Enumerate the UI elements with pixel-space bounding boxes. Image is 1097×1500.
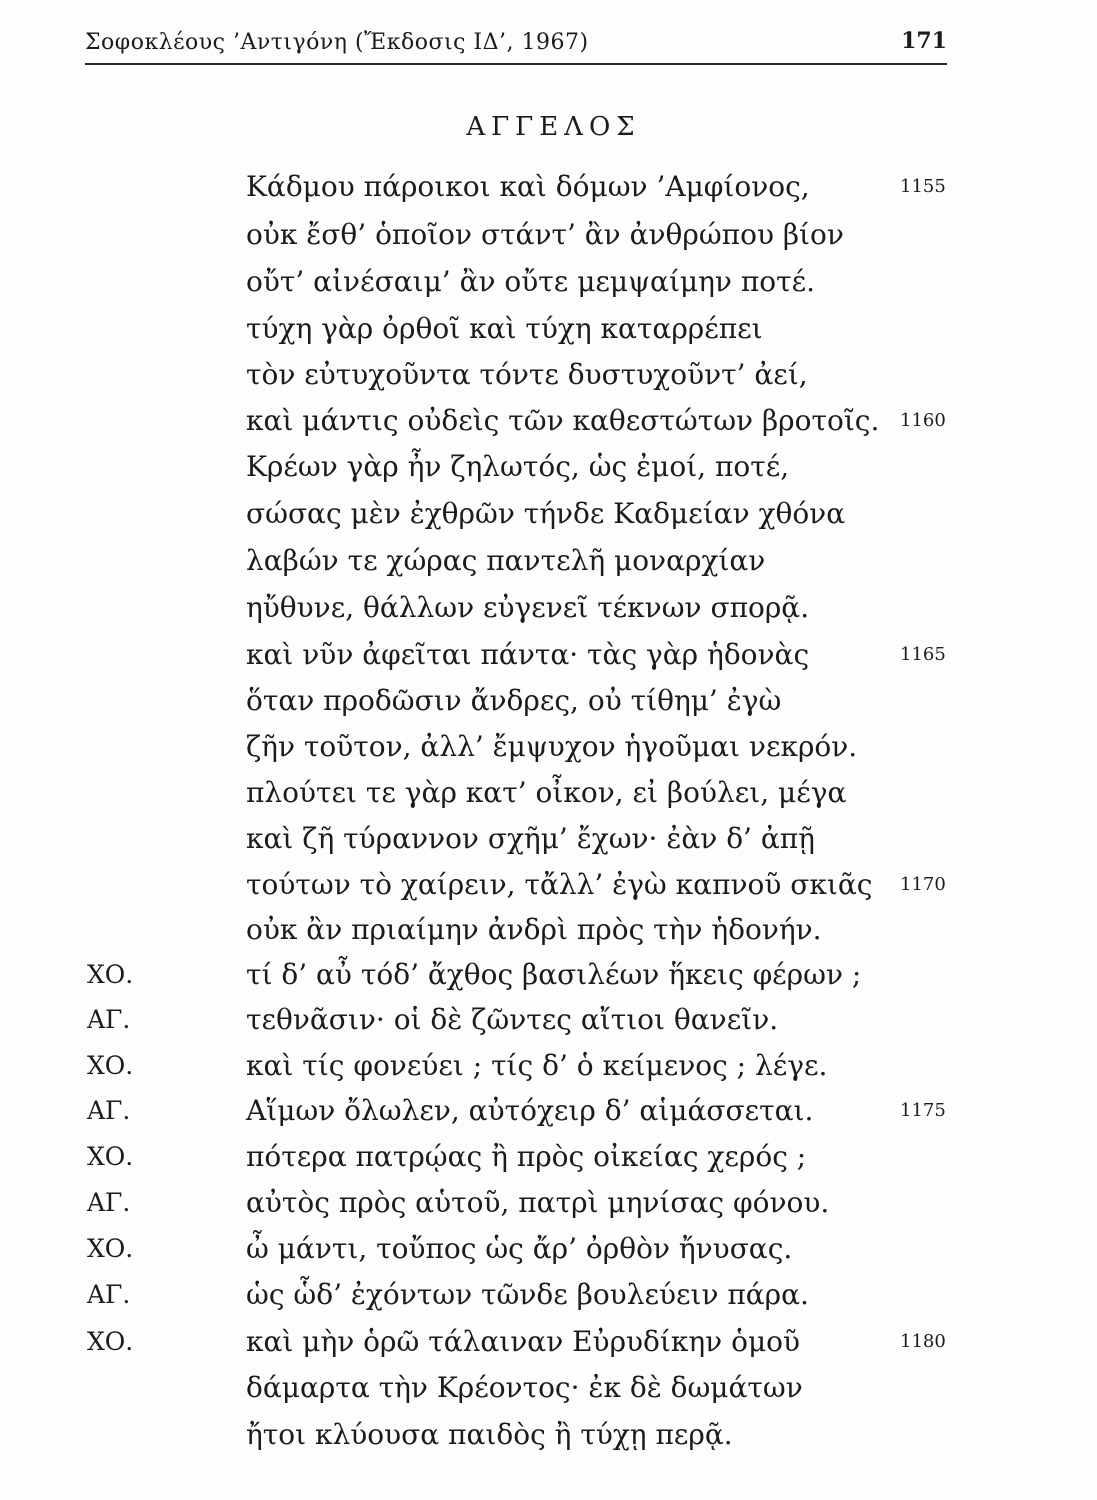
verse-text: ἤτοι κλύουσα παιδὸς ἢ τύχῃ περᾷ.	[246, 1418, 733, 1451]
verse-text: οὐκ ἂν πριαίμην ἀνδρὶ πρὸς τὴν ἡδονήν.	[246, 913, 822, 946]
verse-text: οὐκ ἔσθ’ ὁποῖον στάντ’ ἂν ἀνθρώπου βίον	[246, 218, 844, 251]
verse-line	[0, 497, 1097, 537]
verse-text: Κάδμου πάροικοι καὶ δόμων ’Αμφίονος,	[246, 170, 810, 203]
verse-line	[0, 312, 1097, 352]
verse-line	[0, 1003, 1097, 1043]
verse-line	[0, 265, 1097, 305]
speaker-heading: ΑΓΓΕΛΟΣ	[466, 112, 641, 142]
speaker-label: ΧΟ.	[87, 1327, 134, 1356]
running-title: Σοφοκλέους ’Αντιγόνη (Ἔκδοσις ΙΔ’, 1967)	[85, 30, 589, 55]
line-number: 1160	[900, 410, 946, 431]
speaker-label: ΧΟ.	[87, 960, 134, 989]
verse-line	[0, 1049, 1097, 1089]
verse-text: τί δ’ αὖ τόδ’ ἄχθος βασιλέων ἥκεις φέρων ;	[246, 958, 862, 991]
verse-text: ὅταν προδῶσιν ἄνδρες, οὐ τίθημ’ ἐγὼ	[246, 684, 782, 717]
speaker-label: ΧΟ.	[87, 1142, 134, 1171]
speaker-label: ΑΓ.	[87, 1005, 131, 1034]
line-number: 1155	[900, 176, 946, 197]
verse-line	[0, 544, 1097, 584]
verse-line	[0, 1371, 1097, 1411]
speaker-label: ΧΟ.	[87, 1234, 134, 1263]
speaker-label: ΑΓ.	[87, 1188, 131, 1217]
running-header	[85, 24, 947, 64]
verse-text: δάμαρτα τὴν Κρέοντος· ἐκ δὲ δωμάτων	[246, 1371, 803, 1404]
verse-text: καὶ τίς φονεύει ; τίς δ’ ὁ κείμενος ; λέγε.	[246, 1049, 828, 1082]
verse-text: λαβών τε χώρας παντελῆ μοναρχίαν	[246, 544, 766, 577]
verse-line	[0, 684, 1097, 724]
verse-text: τύχη γὰρ ὀρθοῖ καὶ τύχη καταρρέπει	[246, 312, 763, 345]
verse-text: ζῆν τοῦτον, ἀλλ’ ἔμψυχον ἡγοῦμαι νεκρόν.	[246, 730, 858, 763]
verse-line	[0, 170, 1097, 210]
verse-text: οὔτ’ αἰνέσαιμ’ ἂν οὔτε μεμψαίμην ποτέ.	[246, 265, 815, 298]
header-rule	[85, 63, 947, 65]
verse-line	[0, 404, 1097, 444]
verse-text: ηὔθυνε, θάλλων εὐγενεῖ τέκνων σπορᾷ.	[246, 591, 810, 624]
speaker-label: ΧΟ.	[87, 1051, 134, 1080]
verse-line	[0, 1278, 1097, 1318]
speaker-label: ΑΓ.	[87, 1280, 131, 1309]
verse-text: τούτων τὸ χαίρειν, τἄλλ’ ἐγὼ καπνοῦ σκιᾶς	[246, 868, 873, 901]
verse-text: καὶ μάντις οὐδεὶς τῶν καθεστώτων βροτοῖς.	[246, 404, 880, 437]
verse-line	[0, 1186, 1097, 1226]
verse-text: καὶ ζῆ τύραννον σχῆμ’ ἔχων· ἐὰν δ’ ἀπῇ	[246, 822, 815, 855]
verse-text: ὦ μάντι, τοὔπος ὡς ἄρ’ ὀρθὸν ἤνυσας.	[246, 1232, 793, 1265]
verse-line	[0, 730, 1097, 770]
verse-line	[0, 958, 1097, 998]
verse-text: καὶ μὴν ὁρῶ τάλαιναν Εὐρυδίκην ὁμοῦ	[246, 1325, 801, 1358]
verse-line	[0, 1232, 1097, 1272]
verse-text: πότερα πατρῴας ἢ πρὸς οἰκείας χερός ;	[246, 1140, 807, 1173]
page-number: 171	[901, 28, 947, 54]
verse-line	[0, 868, 1097, 908]
line-number: 1170	[900, 874, 946, 895]
verse-text: καὶ νῦν ἀφεῖται πάντα· τὰς γὰρ ἡδονὰς	[246, 638, 810, 671]
verse-line	[0, 591, 1097, 631]
verse-line	[0, 1140, 1097, 1180]
verse-line	[0, 913, 1097, 953]
line-number: 1175	[900, 1100, 946, 1121]
verse-text: τεθνᾶσιν· οἱ δὲ ζῶντες αἴτιοι θανεῖν.	[246, 1003, 779, 1036]
line-number: 1165	[900, 644, 946, 665]
verse-line	[0, 218, 1097, 258]
verse-line	[0, 822, 1097, 862]
verse-text: πλούτει τε γὰρ κατ’ οἶκον, εἰ βούλει, μέγα	[246, 776, 847, 809]
verse-text: σώσας μὲν ἐχθρῶν τήνδε Καδμείαν χθόνα	[246, 497, 846, 530]
speaker-label: ΑΓ.	[87, 1096, 131, 1125]
verse-line	[0, 358, 1097, 398]
verse-line	[0, 776, 1097, 816]
verse-line	[0, 638, 1097, 678]
verse-line	[0, 1094, 1097, 1134]
verse-line	[0, 450, 1097, 490]
verse-text: Κρέων γὰρ ἦν ζηλωτός, ὡς ἐμοί, ποτέ,	[246, 450, 790, 483]
verse-text: Αἵμων ὄλωλεν, αὐτόχειρ δ’ αἱμάσσεται.	[246, 1094, 814, 1127]
verse-text: τὸν εὐτυχοῦντα τόντε δυστυχοῦντ’ ἀεί,	[246, 358, 808, 391]
verse-line	[0, 1325, 1097, 1365]
verse-text: αὐτὸς πρὸς αὑτοῦ, πατρὶ μηνίσας φόνου.	[246, 1186, 830, 1219]
verse-text: ὡς ὧδ’ ἐχόντων τῶνδε βουλεύειν πάρα.	[246, 1278, 809, 1311]
line-number: 1180	[900, 1331, 946, 1352]
verse-line	[0, 1418, 1097, 1458]
